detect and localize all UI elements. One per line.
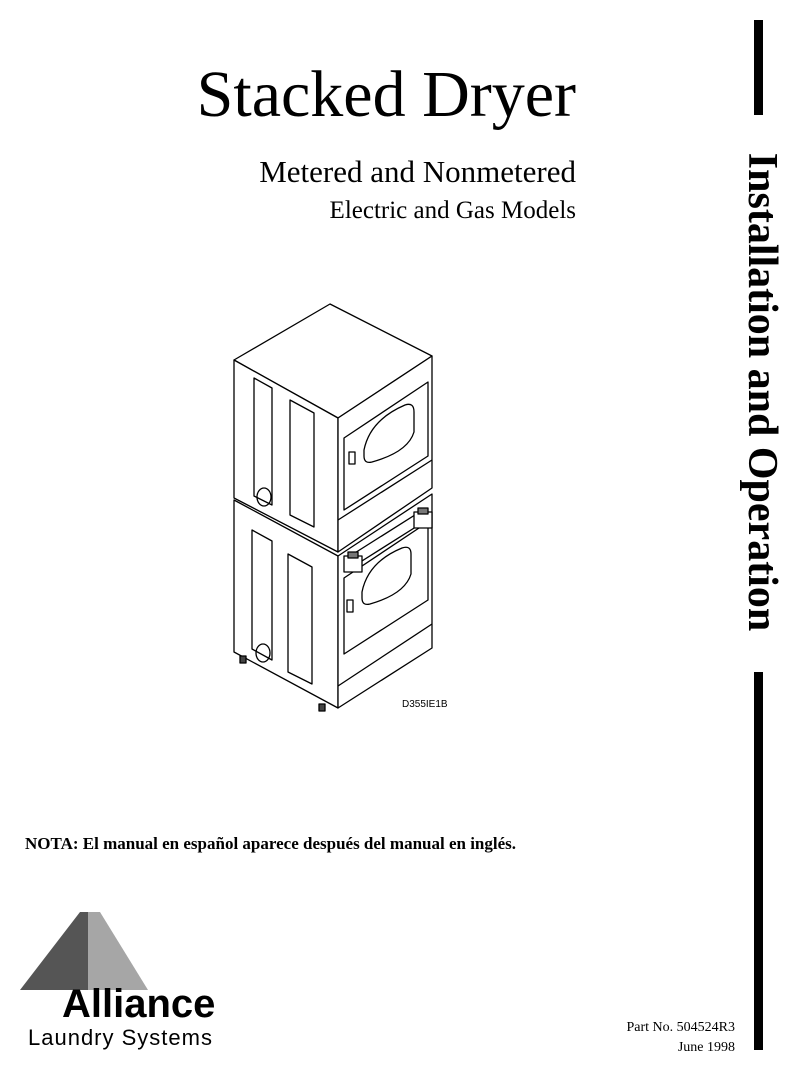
figure-code: D355IE1B xyxy=(402,699,448,710)
part-number-block xyxy=(627,1018,736,1058)
alliance-logo-mark xyxy=(20,910,150,990)
side-rule-top xyxy=(754,20,763,115)
subtitle-metering: Metered and Nonmetered xyxy=(259,154,576,189)
stacked-dryer-illustration xyxy=(228,300,448,720)
side-title: Installation and Operation xyxy=(739,152,785,632)
page-title: Stacked Dryer xyxy=(196,58,576,131)
alliance-tagline: Laundry Systems xyxy=(28,1025,213,1050)
alliance-wordmark: Alliance xyxy=(62,982,216,1026)
side-rule-bottom xyxy=(754,672,763,1050)
publication-date: June 1998 xyxy=(677,1040,735,1055)
subtitle-models: Electric and Gas Models xyxy=(329,197,576,224)
part-number: Part No. 504524R3 xyxy=(626,1020,735,1035)
spanish-manual-note: NOTA: El manual en español aparece después del manual en inglés. xyxy=(25,834,517,853)
